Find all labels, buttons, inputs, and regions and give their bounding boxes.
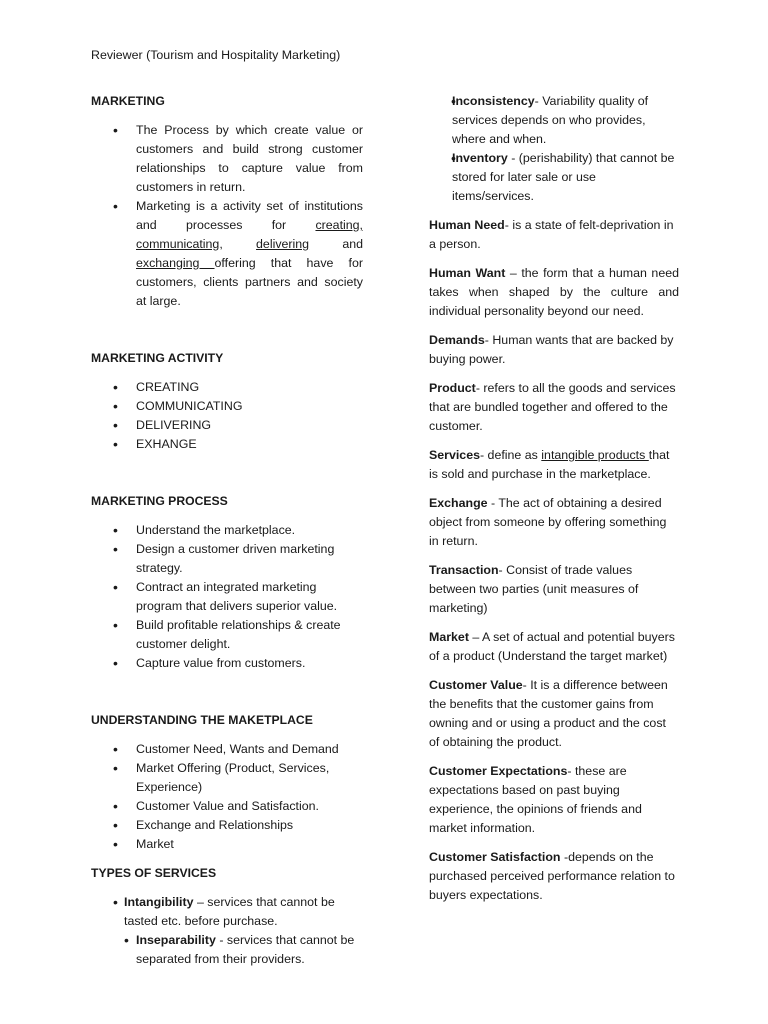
- definition-transaction: [429, 561, 679, 618]
- understanding-list: [91, 740, 363, 854]
- process-list: [91, 521, 363, 673]
- text-segment: ,: [219, 237, 257, 251]
- list-item: • CREATING: [91, 378, 363, 397]
- list-item: • Market Offering (Product, Services, Experience): [91, 759, 363, 797]
- text-segment: offering that have for customers, clients partners and society at large.: [136, 256, 363, 308]
- term: Transaction: [429, 563, 499, 577]
- definition-human-want: [429, 264, 679, 321]
- list-item: [91, 197, 363, 311]
- list-item: • EXHANGE: [91, 435, 363, 454]
- term-description: - Consist of trade values between two parties (unit measures of marketing): [429, 563, 639, 615]
- definition-product: [429, 379, 679, 436]
- term: Customer Expectations: [429, 764, 568, 778]
- left-column: [91, 92, 363, 969]
- term: Intangibility: [124, 895, 194, 909]
- list-item: • DELIVERING: [91, 416, 363, 435]
- list-item: [91, 893, 363, 931]
- term-description: - refers to all the goods and services that are bundled together and offered to the customer.: [429, 381, 676, 433]
- definition-services: [429, 446, 679, 484]
- term: Human Need: [429, 218, 505, 232]
- list-item: • Build profitable relationships & create customer delight.: [91, 616, 363, 654]
- list-item: • Design a customer driven marketing strategy.: [91, 540, 363, 578]
- term: Inseparability: [136, 933, 216, 947]
- list-item: • The Process by which create value or customers and build strong customer relationships to capture value from customers in return.: [91, 121, 363, 197]
- term-description: - services that cannot be separated from their providers.: [136, 933, 355, 966]
- definition-demands: [429, 331, 679, 369]
- list-item: [429, 92, 679, 149]
- list-item: • Market: [91, 835, 363, 854]
- term-description: – the form that a human need takes when shaped by the culture and individual personality beyond our need.: [429, 266, 679, 318]
- term-description: - (perishability) that cannot be stored for later sale or use items/services.: [452, 151, 675, 203]
- text-segment: and: [309, 237, 363, 251]
- text-segment: Marketing is a activity set of institutions and processes for: [136, 199, 363, 232]
- activity-list: [91, 378, 363, 454]
- list-item: • COMMUNICATING: [91, 397, 363, 416]
- list-item: • Understand the marketplace.: [91, 521, 363, 540]
- term: Market: [429, 630, 469, 644]
- term: Inconsistency: [452, 94, 535, 108]
- term: Customer Value: [429, 678, 523, 692]
- term-description: - Variability quality of services depends on who provides, where and when.: [452, 94, 649, 146]
- term-description: – services that cannot be tasted etc. before purchase.: [124, 895, 335, 928]
- underlined-term: creating,: [315, 218, 363, 232]
- underlined-term: delivering: [256, 237, 310, 251]
- heading-marketing-process: MARKETING PROCESS: [91, 494, 228, 508]
- term-description: - Human wants that are backed by buying power.: [429, 333, 674, 366]
- heading-types-of-services: TYPES OF SERVICES: [91, 866, 217, 880]
- right-column: [429, 92, 679, 915]
- term-description: - The act of obtaining a desired object from someone by offering something in return.: [429, 496, 667, 548]
- list-item: [91, 931, 363, 969]
- underlined-term: exchanging: [136, 256, 215, 270]
- definition-human-need: [429, 216, 679, 254]
- term-description: -depends on the purchased perceived performance relation to buyers expectations.: [429, 850, 675, 902]
- heading-understanding-marketplace: UNDERSTANDING THE MAKETPLACE: [91, 713, 313, 727]
- list-item: • Contract an integrated marketing program that delivers superior value.: [91, 578, 363, 616]
- term: Customer Satisfaction: [429, 850, 561, 864]
- term-description: - define as: [479, 448, 542, 462]
- types-list: [91, 893, 363, 969]
- list-item: • Customer Value and Satisfaction.: [91, 797, 363, 816]
- underlined-term: communicating: [136, 237, 220, 251]
- term: Services: [429, 448, 480, 462]
- term-description: - these are expectations based on past buying experience, the opinions of friends and market information.: [429, 764, 642, 835]
- term-description: – A set of actual and potential buyers of a product (Understand the target market): [429, 630, 675, 663]
- term: Demands: [429, 333, 485, 347]
- document-title: Reviewer (Tourism and Hospitality Marketing): [91, 48, 341, 62]
- term-description: - is a state of felt-deprivation in a person.: [429, 218, 674, 251]
- term: Inventory: [452, 151, 508, 165]
- definition-customer-value: [429, 676, 679, 752]
- list-item: • Customer Need, Wants and Demand: [91, 740, 363, 759]
- underlined-term: intangible products: [541, 448, 649, 462]
- types-list-continued: [0, 92, 679, 206]
- term: Exchange: [429, 496, 488, 510]
- list-item: • Capture value from customers.: [91, 654, 363, 673]
- list-item: • Exchange and Relationships: [91, 816, 363, 835]
- term: Human Want: [429, 266, 506, 280]
- definition-customer-satisfaction: [429, 848, 679, 905]
- definition-market: [429, 628, 679, 666]
- definition-exchange: [429, 494, 679, 551]
- heading-marketing: MARKETING: [91, 94, 165, 108]
- term: Product: [429, 381, 476, 395]
- definition-customer-expectations: [429, 762, 679, 838]
- term-description: that is sold and purchase in the marketplace.: [429, 448, 670, 481]
- term-description: - It is a difference between the benefits that the customer gains from owning and or using a product and the cost of obtaining the product.: [429, 678, 668, 749]
- heading-marketing-activity: MARKETING ACTIVITY: [91, 351, 224, 365]
- list-item: [429, 149, 679, 206]
